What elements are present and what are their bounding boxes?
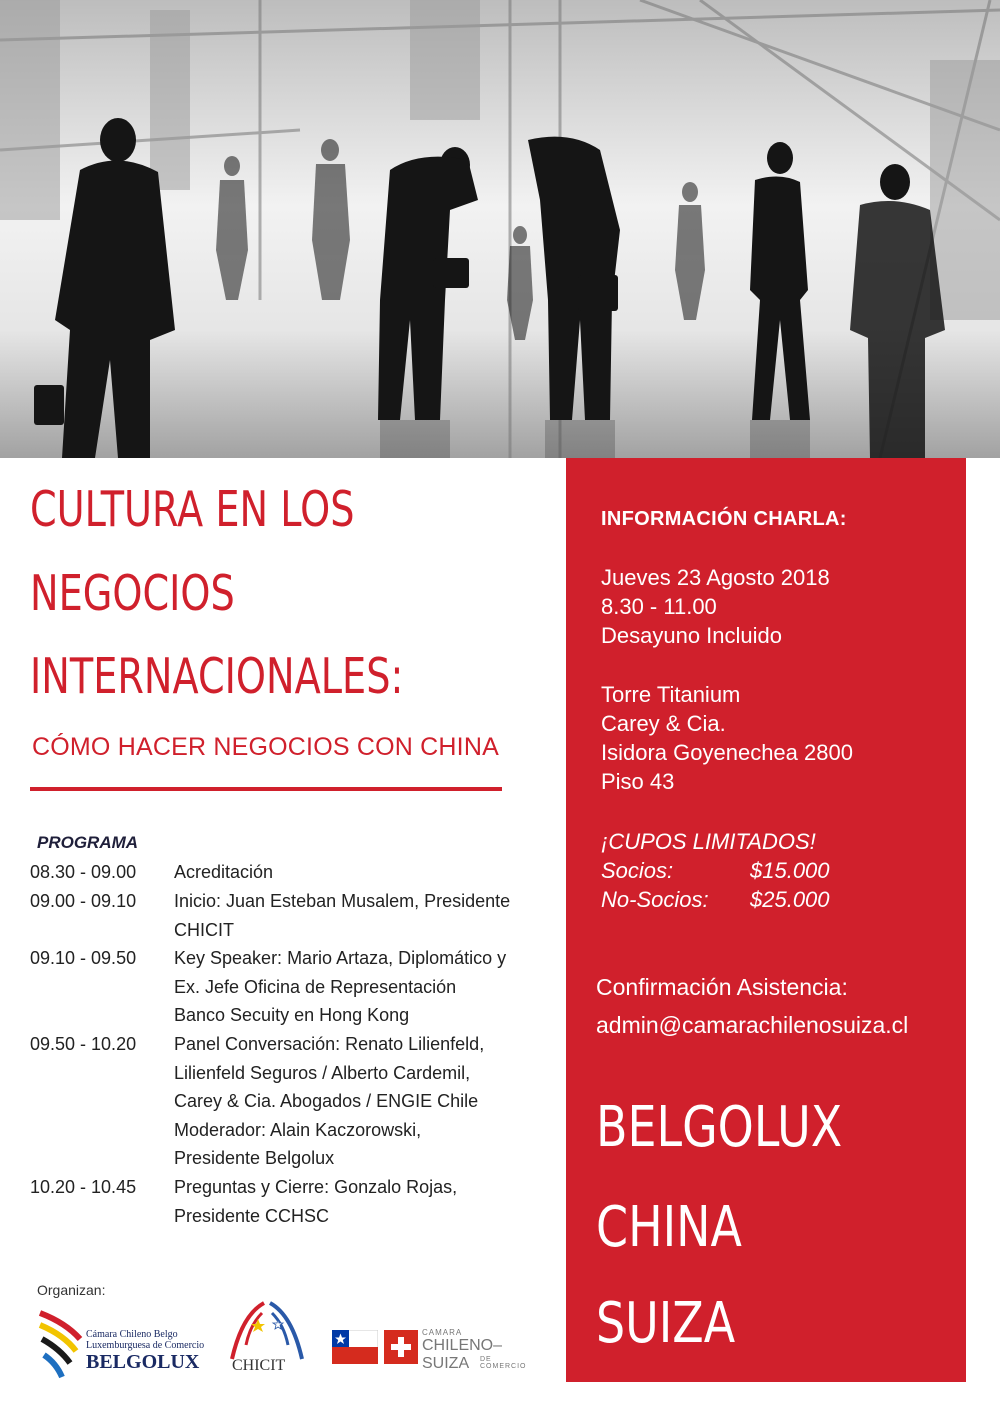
program-desc-line: Moderador: Alain Kaczorowski, xyxy=(174,1119,422,1140)
belgolux-logo xyxy=(36,1305,206,1385)
limited-seats: ¡CUPOS LIMITADOS! xyxy=(601,829,816,854)
swiss-flag-icon xyxy=(384,1330,418,1364)
event-breakfast: Desayuno Incluido xyxy=(601,623,783,648)
subtitle: CÓMO HACER NEGOCIOS CON CHINA xyxy=(32,733,499,761)
big-word-china: CHINA xyxy=(596,1195,742,1260)
program-desc-line: Lilienfeld Seguros / Alberto Cardemil, xyxy=(174,1062,471,1083)
venue-name: Torre Titanium xyxy=(601,682,741,707)
camara-chileno-suiza-logo xyxy=(332,1328,532,1372)
suiza-line-3: DE COMERCIO xyxy=(480,1356,527,1370)
confirm-label: Confirmación Asistencia: xyxy=(596,974,848,1000)
program-desc-line: Panel Conversación: Renato Lilienfeld, xyxy=(174,1034,485,1054)
belgolux-line-1: Cámara Chileno Belgo xyxy=(86,1329,178,1340)
program-label: PROGRAMA xyxy=(37,833,139,852)
chile-flag-icon xyxy=(332,1330,378,1364)
program-time: 09.00 - 09.10 xyxy=(30,891,137,911)
suiza-line-1: CAMARA xyxy=(422,1328,463,1337)
program-desc xyxy=(174,1030,574,1173)
nonmembers-price: $25.000 xyxy=(750,887,830,912)
nonmembers-label: No-Socios: xyxy=(601,887,709,912)
members-label: Socios: xyxy=(601,858,674,883)
program-desc xyxy=(174,1173,574,1230)
belgolux-name: BELGOLUX xyxy=(86,1351,200,1373)
title-line-1: CULTURA EN LOS xyxy=(30,481,355,538)
event-date: Jueves 23 Agosto 2018 xyxy=(601,565,830,590)
venue-floor: Piso 43 xyxy=(601,769,675,794)
big-word-suiza: SUIZA xyxy=(596,1291,736,1356)
program-desc-line: Presidente CCHSC xyxy=(174,1205,330,1226)
info-panel xyxy=(566,458,966,1382)
program-desc xyxy=(174,858,574,887)
divider-rule xyxy=(30,787,502,791)
program-desc-line: CHICIT xyxy=(174,919,234,940)
program-time: 10.20 - 10.45 xyxy=(30,1177,137,1197)
chicit-emblem-icon xyxy=(222,1295,312,1365)
chicit-name: CHICIT xyxy=(232,1357,286,1374)
program-desc xyxy=(174,887,574,944)
organizers-label: Organizan: xyxy=(37,1282,106,1298)
event-time: 8.30 - 11.00 xyxy=(601,594,717,619)
title-line-3: INTERNACIONALES: xyxy=(30,648,404,705)
program-desc-line: Key Speaker: Mario Artaza, Diplomático y xyxy=(174,948,507,968)
info-heading: INFORMACIÓN CHARLA: xyxy=(601,508,847,530)
program-time: 09.50 - 10.20 xyxy=(30,1034,137,1054)
belgolux-line-2: Luxemburguesa de Comercio xyxy=(86,1340,205,1351)
hero-photo xyxy=(0,0,1000,458)
program-time: 08.30 - 09.00 xyxy=(30,862,137,882)
program-desc-line: Ex. Jefe Oficina de Representación xyxy=(174,976,457,997)
program-desc-line: Inicio: Juan Esteban Musalem, Presidente xyxy=(174,891,511,911)
title-line-2: NEGOCIOS xyxy=(30,565,235,622)
program-desc-line: Acreditación xyxy=(174,862,274,882)
program-desc xyxy=(174,944,574,1030)
belgolux-swoosh-icon xyxy=(36,1305,86,1385)
venue-company: Carey & Cia. xyxy=(601,711,726,736)
members-price: $15.000 xyxy=(750,858,830,883)
venue-address: Isidora Goyenechea 2800 xyxy=(601,740,853,765)
chicit-logo xyxy=(222,1295,312,1385)
program-time: 09.10 - 09.50 xyxy=(30,948,137,968)
program-desc-line: Banco Secuity en Hong Kong xyxy=(174,1005,410,1025)
program-desc-line: Carey & Cia. Abogados / ENGIE Chile xyxy=(174,1091,479,1111)
program-desc-line: Preguntas y Cierre: Gonzalo Rojas, xyxy=(174,1177,458,1197)
confirm-email[interactable]: admin@camarachilenosuiza.cl xyxy=(596,1012,909,1038)
big-word-belgolux: BELGOLUX xyxy=(596,1095,843,1160)
suiza-line-2: CHILENO–SUIZA xyxy=(422,1337,503,1372)
program-desc-line: Presidente Belgolux xyxy=(174,1148,335,1168)
